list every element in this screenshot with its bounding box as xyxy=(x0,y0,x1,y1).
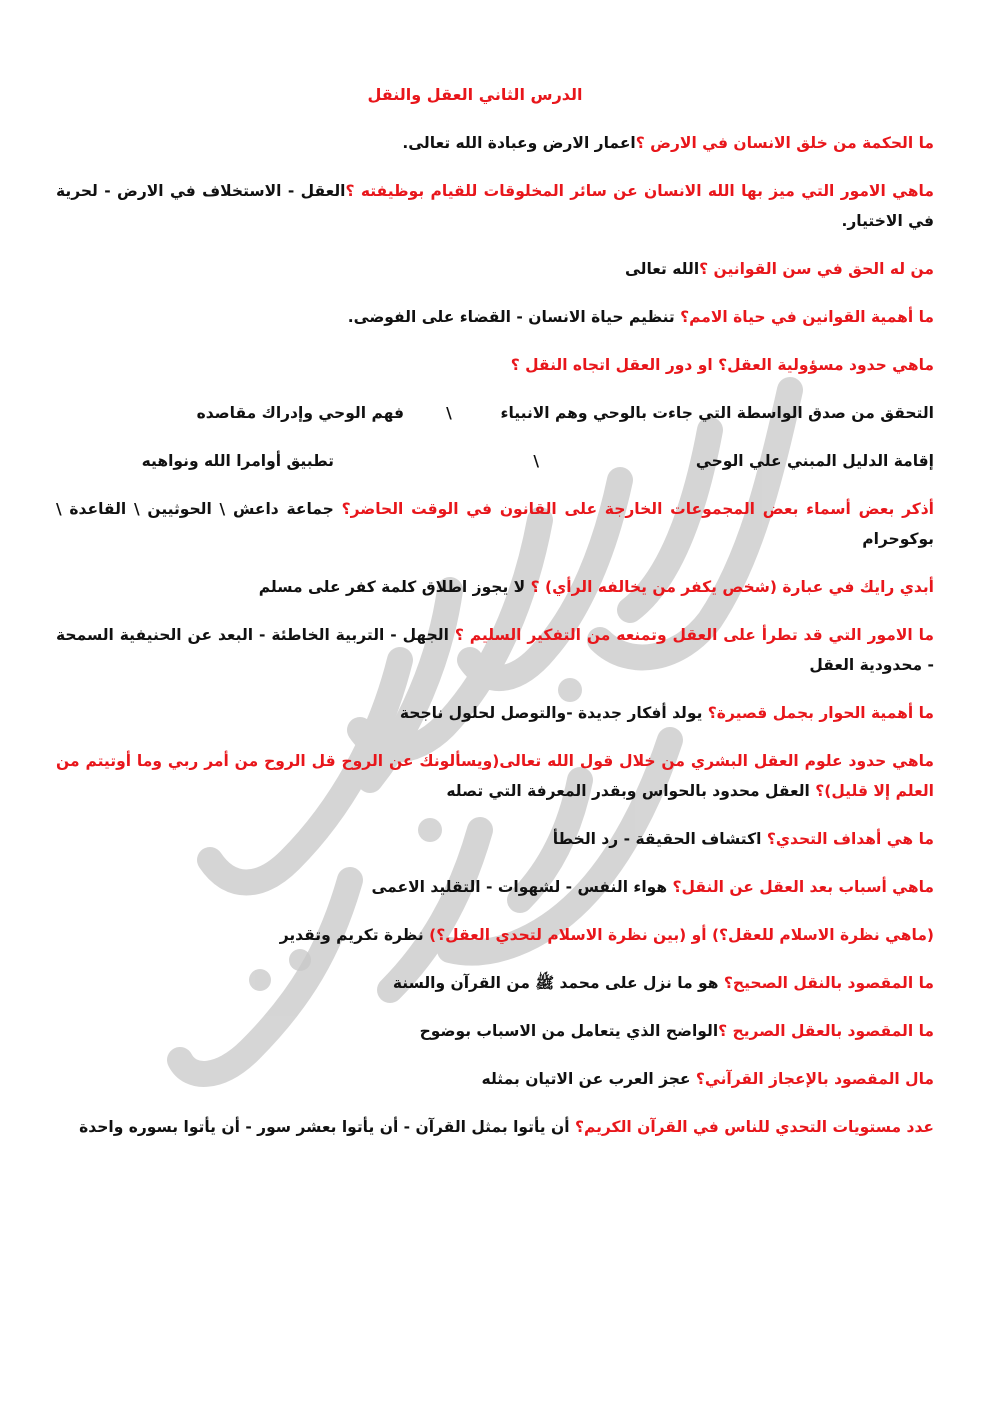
answer-text: يولد أفكار جديدة -والتوصل لحلول ناجحة xyxy=(399,704,708,722)
qa-item xyxy=(56,128,934,158)
separator: \ xyxy=(446,404,452,422)
answer-text: الله تعالى xyxy=(624,260,700,278)
question-text: ما المقصود بالنقل الصحيح؟ xyxy=(723,974,934,992)
qa-item xyxy=(56,176,934,236)
qa-item xyxy=(56,494,934,554)
role-item: فهم الوحي وإدراك مقاصده xyxy=(196,404,404,422)
qa-item xyxy=(56,572,934,602)
answer-text: نظرة تكريم وتقدير xyxy=(279,926,430,944)
qa-item xyxy=(56,698,934,728)
qa-item xyxy=(56,620,934,680)
answer-text: العقل - الاستخلاف في الارض - لحرية في الاختيار. xyxy=(56,182,934,230)
question-text: ما هي أهداف التحدي؟ xyxy=(766,830,934,848)
question-text: ماهي أسباب بعد العقل عن النقل؟ xyxy=(672,878,934,896)
question-text: ما الامور التي قد تطرأ على العقل وتمنعه من التفكير السليم ؟ xyxy=(454,626,934,644)
qa-item xyxy=(56,350,934,380)
answer-text: هواء النفس - لشهوات - التقليد الاعمى xyxy=(371,878,673,896)
question-text: أبدي رايك في عبارة (شخص يكفر من يخالفه الرأي) ؟ xyxy=(530,578,934,596)
answer-text: لا يجوز اطلاق كلمة كفر على مسلم xyxy=(258,578,531,596)
answer-text: اكتشاف الحقيقة - رد الخطأ xyxy=(552,830,767,848)
qa-item xyxy=(56,1112,934,1142)
question-text: عدد مستويات التحدي للناس في القرآن الكريم؟ xyxy=(574,1118,934,1136)
qa-item xyxy=(56,1064,934,1094)
question-text: أذكر بعض أسماء بعض المجموعات الخارجة على القانون في الوقت الحاضر؟ xyxy=(341,500,934,518)
answer-text: أن يأتوا بمثل القرآن - أن يأتوا بعشر سور - أن يأتوا بسوره واحدة xyxy=(79,1118,575,1136)
question-text: ما أهمية الحوار بجمل قصيرة؟ xyxy=(707,704,934,722)
answer-text: عجز العرب عن الاتيان بمثله xyxy=(481,1070,696,1088)
qa-item xyxy=(56,968,934,998)
question-text: ما أهمية القوانين في حياة الامم؟ xyxy=(680,308,934,326)
question-text: من له الحق في سن القوانين ؟ xyxy=(699,260,934,278)
answer-text: اعمار الارض وعبادة الله تعالى. xyxy=(402,134,636,152)
question-text: (ماهي نظرة الاسلام للعقل؟) أو (بين نظرة الاسلام لتحدي العقل؟) xyxy=(429,926,934,944)
qa-item xyxy=(56,824,934,854)
question-text: ماهي حدود مسؤولية العقل؟ او دور العقل اتجاه النقل ؟ xyxy=(510,356,934,374)
roles-row xyxy=(56,398,934,428)
answer-text: جماعة داعش \ الحوثيين \ القاعدة \ بوكوحرام xyxy=(56,500,934,548)
answer-text: هو ما نزل على محمد ﷺ من القرآن والسنة xyxy=(392,974,724,992)
question-text: ما المقصود بالعقل الصريح ؟ xyxy=(718,1022,934,1040)
role-item: إقامة الدليل المبني علي الوحي xyxy=(695,452,934,470)
answer-text: تنظيم حياة الانسان - القضاء على الفوضى. xyxy=(347,308,681,326)
roles-row: إقامة الدليل المبني علي الوحي \ تطبيق أوامرا الله ونواهيه xyxy=(56,446,934,476)
question-text: ما الحكمة من خلق الانسان في الارض ؟ xyxy=(635,134,934,152)
role-item: التحقق من صدق الواسطة التي جاءت بالوحي وهم الانبياء xyxy=(500,404,934,422)
question-text: ماهي حدود علوم العقل البشري من خلال قول الله تعالى(ويسألونك عن الروح قل الروح من أمر ربي وما أوتيتم من العلم إلا قليل)؟ xyxy=(56,752,934,800)
answer-text: العقل محدود بالحواس وبقدر المعرفة التي تصله xyxy=(446,782,816,800)
qa-item xyxy=(56,302,934,332)
qa-item xyxy=(56,746,934,806)
answer-text: الجهل - التربية الخاطئة - البعد عن الحنيفية السمحة - محدودية العقل xyxy=(56,626,934,674)
qa-item xyxy=(56,872,934,902)
qa-item xyxy=(56,254,934,284)
answer-text: الواضح الذي يتعامل من الاسباب بوضوح xyxy=(419,1022,719,1040)
question-text: ماهي الامور التي ميز بها الله الانسان عن سائر المخلوقات للقيام بوظيفته ؟ xyxy=(345,182,934,200)
lesson-content xyxy=(56,80,934,1160)
qa-item xyxy=(56,1016,934,1046)
question-text: مال المقصود بالإعجاز القرآني؟ xyxy=(695,1070,934,1088)
qa-item xyxy=(56,920,934,950)
role-item: تطبيق أوامرا الله ونواهيه xyxy=(141,452,334,470)
lesson-title: الدرس الثاني العقل والنقل xyxy=(367,85,583,104)
